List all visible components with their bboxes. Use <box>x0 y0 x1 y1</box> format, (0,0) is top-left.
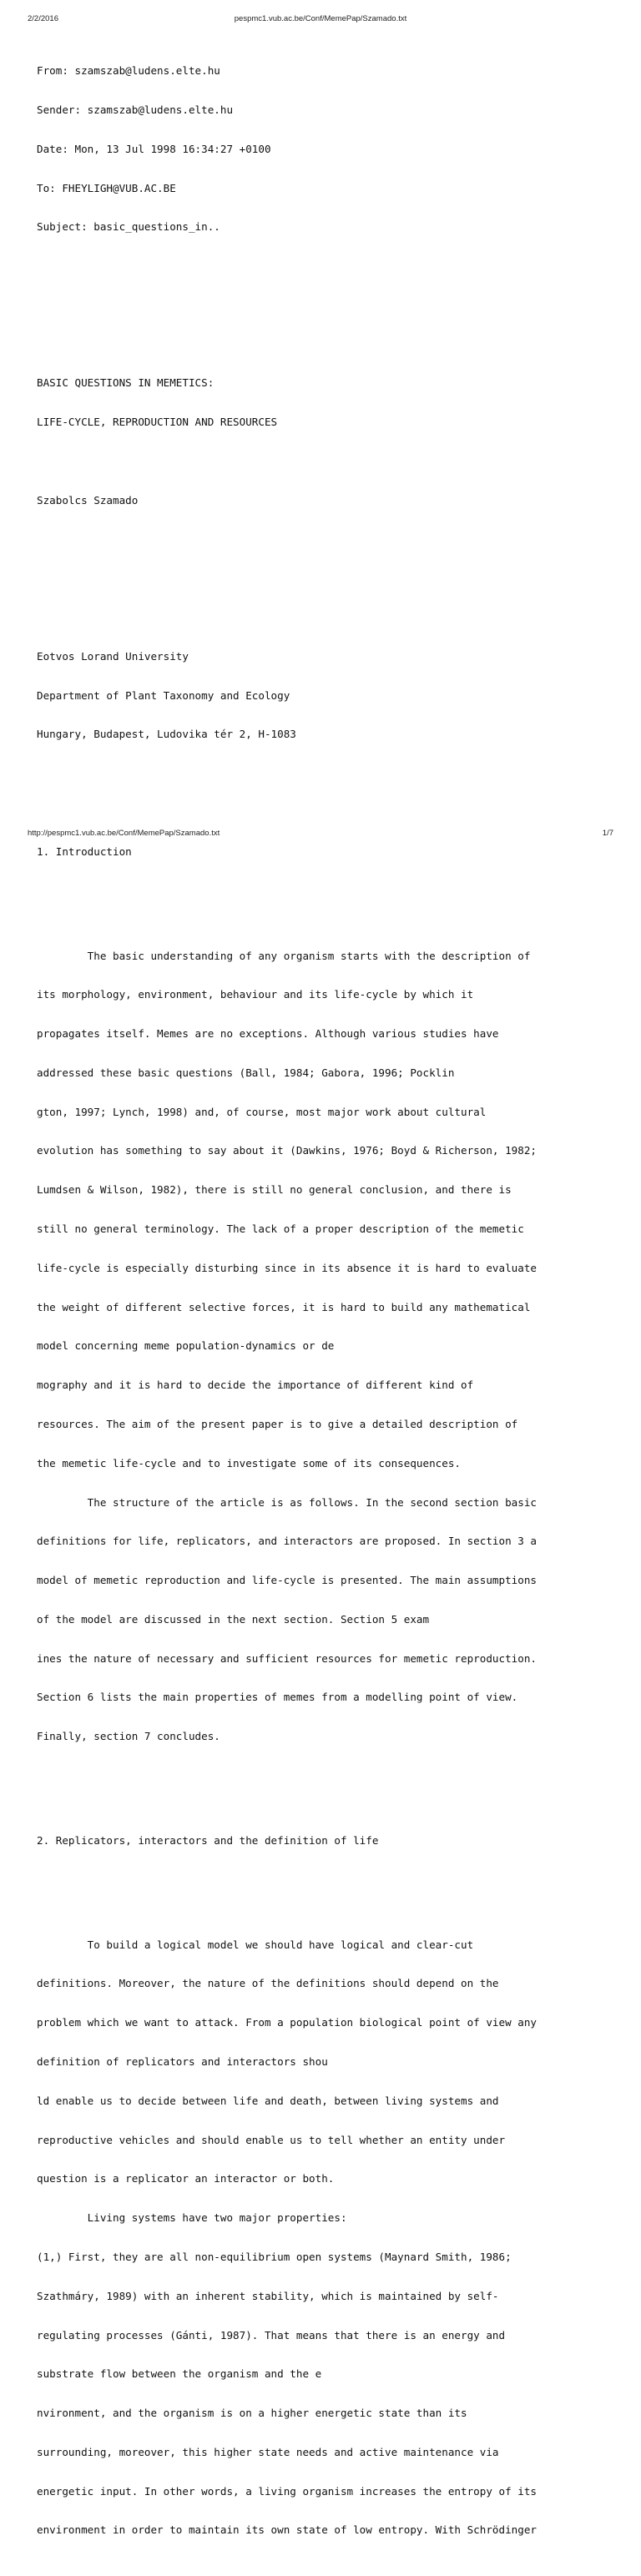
page-number: 1/7 <box>602 829 613 838</box>
body-line: definitions for life, replicators, and interactors are proposed. In section 3 a <box>37 1535 537 1548</box>
body-line: definition of replicators and interactors shou <box>37 2055 328 2069</box>
document-body <box>37 38 621 2576</box>
body-line: Section 6 lists the main properties of memes from a modelling point of view. <box>37 1691 518 1704</box>
body-line: the weight of different selective forces, it is hard to build any mathematical <box>37 1300 531 1313</box>
body-line: question is a replicator an interactor or both. <box>37 2172 335 2185</box>
email-sender: Sender: szamszab@ludens.elte.hu <box>37 103 234 116</box>
print-header <box>0 14 641 26</box>
affiliation-line-2: Department of Plant Taxonomy and Ecology <box>37 688 290 702</box>
body-line: The basic understanding of any organism starts with the description of <box>37 949 531 962</box>
body-line: ld enable us to decide between life and death, between living systems and <box>37 2094 499 2107</box>
body-line: mography and it is hard to decide the importance of different kind of <box>37 1379 474 1392</box>
body-line: surrounding, moreover, this higher state needs and active maintenance via <box>37 2445 499 2458</box>
body-line: model of memetic reproduction and life-cycle is presented. The main assumptions <box>37 1574 537 1587</box>
body-line: reproductive vehicles and should enable us to tell whether an entity under <box>37 2133 506 2146</box>
section-2-heading: 2. Replicators, interactors and the definition of life <box>37 1833 379 1847</box>
body-line: Finally, section 7 concludes. <box>37 1730 220 1743</box>
email-to: To: FHEYLIGH@VUB.AC.BE <box>37 181 176 194</box>
section-1-heading: 1. Introduction <box>37 844 132 858</box>
body-line: definitions. Moreover, the nature of the definitions should depend on the <box>37 1977 499 1990</box>
body-line: evolution has something to say about it (Dawkins, 1976; Boyd & Richerson, 1982; <box>37 1144 537 1157</box>
paper-title-line-1: BASIC QUESTIONS IN MEMETICS: <box>37 376 215 390</box>
body-line: Szathmáry, 1989) with an inherent stability, which is maintained by self- <box>37 2289 499 2302</box>
source-url-link[interactable]: http://pespmc1.vub.ac.be/Conf/MemePap/Szamado.txt <box>28 829 220 838</box>
email-date: Date: Mon, 13 Jul 1998 16:34:27 +0100 <box>37 142 271 155</box>
body-line: Lumdsen & Wilson, 1982), there is still no general conclusion, and there is <box>37 1183 512 1197</box>
body-line: environment in order to maintain its own state of low entropy. With Schrödinger <box>37 2523 537 2537</box>
body-line: To build a logical model we should have logical and clear-cut <box>37 1938 474 1951</box>
body-line: the memetic life-cycle and to investigate some of its consequences. <box>37 1456 461 1469</box>
body-line: still no general terminology. The lack of a proper description of the memetic <box>37 1222 524 1236</box>
body-line: life-cycle is especially disturbing since in its absence it is hard to evaluate <box>37 1261 537 1274</box>
body-line: energetic input. In other words, a living organism increases the entropy of its <box>37 2484 537 2498</box>
body-line: The structure of the article is as follows. In the second section basic <box>37 1495 537 1509</box>
affiliation-line-3: Hungary, Budapest, Ludovika tér 2, H-1083 <box>37 728 296 741</box>
print-footer <box>0 829 641 840</box>
body-line: propagates itself. Memes are no exceptions. Although various studies have <box>37 1027 499 1041</box>
print-title: pespmc1.vub.ac.be/Conf/MemePap/Szamado.txt <box>234 14 407 23</box>
print-date: 2/2/2016 <box>28 14 58 23</box>
body-line: nvironment, and the organism is on a higher energetic state than its <box>37 2407 467 2420</box>
section-1-body <box>37 923 621 1769</box>
section-2-body <box>37 1913 621 2563</box>
author-name: Szabolcs Szamado <box>37 493 139 507</box>
body-line: addressed these basic questions (Ball, 1984; Gabora, 1996; Pocklin <box>37 1066 455 1079</box>
body-line: problem which we want to attack. From a population biological point of view any <box>37 2016 537 2029</box>
body-line: its morphology, environment, behaviour and its life-cycle by which it <box>37 988 474 1001</box>
body-line: regulating processes (Gánti, 1987). That means that there is an energy and <box>37 2328 506 2342</box>
body-line: of the model are discussed in the next section. Section 5 exam <box>37 1612 430 1626</box>
email-from: From: szamszab@ludens.elte.hu <box>37 64 220 78</box>
body-line: resources. The aim of the present paper is to give a detailed description of <box>37 1417 518 1430</box>
body-line: ines the nature of necessary and sufficient resources for memetic reproduction. <box>37 1651 537 1665</box>
body-line: (1,) First, they are all non-equilibrium open systems (Maynard Smith, 1986; <box>37 2250 512 2263</box>
email-subject: Subject: basic_questions_in.. <box>37 220 220 234</box>
paper-title-line-2: LIFE-CYCLE, REPRODUCTION AND RESOURCES <box>37 416 278 429</box>
body-line: substrate flow between the organism and the e <box>37 2367 322 2381</box>
body-line: model concerning meme population-dynamics or de <box>37 1339 335 1353</box>
body-line: gton, 1997; Lynch, 1998) and, of course, most major work about cultural <box>37 1105 487 1118</box>
body-line: Living systems have two major properties: <box>37 2211 347 2225</box>
affiliation-line-1: Eotvos Lorand University <box>37 649 189 663</box>
